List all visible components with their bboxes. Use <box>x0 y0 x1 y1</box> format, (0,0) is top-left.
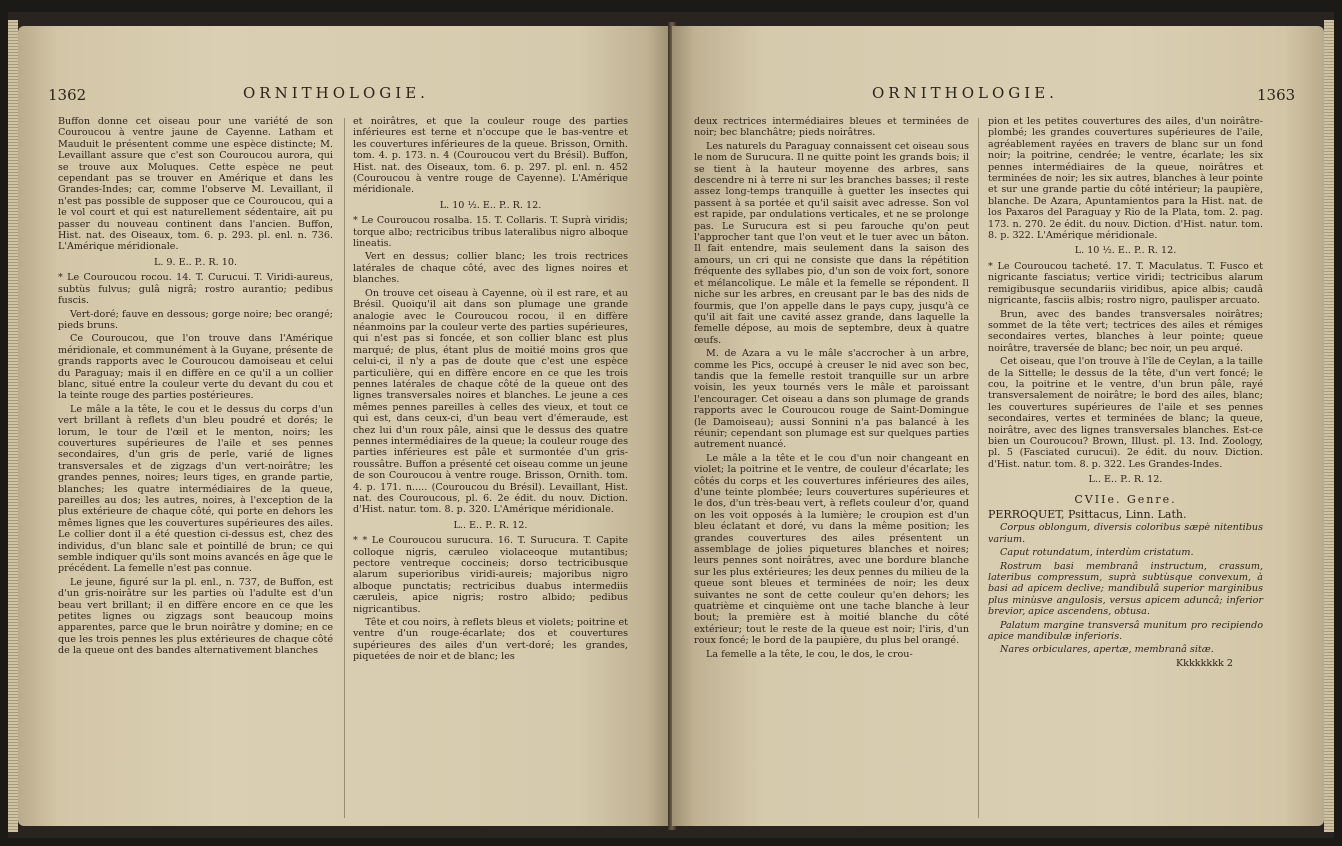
paragraph: Vert-doré; fauve en dessous; gorge noire; bec orangé; pieds bruns. <box>58 308 333 331</box>
measurement-line: L.. E.. P.. R. 12. <box>1088 474 1163 486</box>
latin-description: Corpus oblongum, diversis coloribus sæpè nitentibus varium. <box>988 522 1263 545</box>
latin-description: Caput rotundatum, interdùm cristatum. <box>1000 547 1194 559</box>
right-column-1 <box>694 116 969 662</box>
paragraph: Tête et cou noirs, à reflets bleus et violets; poitrine et ventre d'un rouge-écarlate; dos et couvertures supérieures des ailes d'un vert-doré; les grandes, piquetées de noir et de blanc; les <box>353 617 628 663</box>
latin-description: Palatum margine transversâ munitum pro recipiendo apice mandibulæ inferioris. <box>988 619 1263 643</box>
species-entry: * Le Couroucou tacheté. 17. T. Maculatus. T. Fusco et nigricante fasciatus; vertice viridi; tectricibus alarum remigibusque secundariis viridibus, apice albis; caudâ nigricante, fasciis albis; rostro nigro, paulisper arcuato. <box>988 260 1263 307</box>
measurement-line: L. 9. E.. P.. R. 10. <box>153 256 238 268</box>
paragraph: Le mâle a la tête, le cou et le dessus du corps d'un vert brillant à reflets d'un bleu poudré et dorés; le lorum, le tour de l'œil et le menton, noirs; les couvertures supérieures de l'aile et ses pennes secondaires, d'un gris de perle, varié de lignes transversales et de zigzags d'un vert-noirâtre; les grandes pennes, noires; leurs tiges, en grande partie, blanches; les quatre intermédiaires de la queue, pareilles au dos; les autres, noires, à l'exception de la plus extérieure de chaque côté, qui porte en dehors les mêmes lignes que les couvertures supérieures des ailes. Le collier dont il a été question ci-dessus est, chez des individus, d'un blanc sale et pointillé de brun; ce qui semble indiquer qu'ils sont moins avancés en âge que le précédent. La femelle n'est pas connue. <box>58 403 333 575</box>
paragraph: On trouve cet oiseau à Cayenne, où il est rare, et au Brésil. Quoiqu'il ait dans son plumage une grande analogie avec le Couroucou rocou, il en diffère néanmoins par la couleur verte des parties supérieures, qui n'est pas si foncée, et son collier blanc est plus marqué; de plus, étant plus de moitié moins gros que celui-ci, il n'y a pas de doute que c'est une espèce particulière, qui en diffère encore en ce que les trois pennes latérales de chaque côté de la queue ont des lignes transversales noires et blanches. Le jeune a ces mêmes pennes pareilles à celles des vieux, et tout ce qui est, dans ceux-ci, d'un beau vert d'émeraude, est chez lui d'un roux pâle, ainsi que le dessus des quatre pennes intermédiaires de la queue; la couleur rouge des parties inférieures est pâle et surmontée d'un gris-roussâtre. Buffon a présenté cet oiseau comme un jeune de son Couroucou à ventre rouge. Brisson, Ornith. tom. 4. p. 171. n..... (Couroucou du Brésil). Levaillant, Hist. nat. des Couroucous, pl. 6. 2e édit. du nouv. Diction. d'Hist. natur. tom. 8. p. 320. L'Amérique méridionale. <box>353 287 628 516</box>
paragraph: pion et les petites couvertures des ailes, d'un noirâtre-plombé; les grandes couvertures supérieures de l'aile, agréablement rayées en travers de blanc sur un fond noir; la poitrine, cendrée; le ventre, écarlate; les six pennes intermédiaires de la queue, noirâtres et terminées de noir; les six autres, blanches à leur pointe et sur une grande partie du côté intérieur; la paupière, blanche. De Azara, Apuntamientos para la Hist. nat. de los Paxaros del Paraguay y Rio de la Plata, tom. 2. pag. 173. n. 270. 2e édit. du nouv. Diction. d'Hist. natur. tom. 8. p. 322. L'Amérique méridionale. <box>988 116 1263 242</box>
open-book <box>8 12 1334 838</box>
paragraph: Buffon donne cet oiseau pour une variété de son Couroucou à ventre jaune de Cayenne. Latham et Mauduit le présentent comme une espèce distincte; M. Levaillant assure que c'est son Couroucou aurora, qui se trouve aux Moluques. Cette espèce ne peut cependant pas se trouver en Amérique et dans les Grandes-Indes; car, comme l'observe M. Levaillant, il n'est pas possible de supposer que ce Couroucou, qui a le vol court et qui est naturellement sédentaire, ait pu passer du nouveau continent dans l'ancien. Buffon, Hist. nat. des Oiseaux, tom. 6. p. 293. pl. enl. n. 736. L'Amérique méridionale. <box>58 116 333 253</box>
paragraph: et noirâtres, et que la couleur rouge des parties inférieures est terne et n'occupe que le bas-ventre et les couvertures inférieures de la queue. Brisson, Ornith. tom. 4. p. 173. n. 4 (Couroucou vert du Brésil). Buffon, Hist. nat. des Oiseaux, tom. 6. p. 297. pl. enl. n. 452 (Couroucou à ventre rouge de Cayenne). L'Amérique méridionale. <box>353 116 628 196</box>
left-column-2 <box>353 116 628 665</box>
column-rule <box>978 118 979 818</box>
left-page <box>18 26 670 826</box>
latin-description: Rostrum basi membranâ instructum, crassum, lateribus compressum, suprà subtùsque convexum, à basi ad apicem declive; mandibulâ superior marginibus plus minùsve angulosis, versus apicem aduncâ; inferior brevior, apice ascendens, obtusa. <box>988 560 1263 618</box>
right-page-number: 1363 <box>1257 86 1296 104</box>
paragraph: Le jeune, figuré sur la pl. enl., n. 737, de Buffon, est d'un gris-noirâtre sur les parties où l'adulte est d'un beau vert brillant; il en diffère encore en ce que les petites lignes ou zigzags sont beaucoup moins apparentes, parce que le brun noirâtre y domine; en ce que les trois pennes les plus extérieures de chaque côté de la queue ont des bandes alternativement blanches <box>58 576 333 657</box>
paragraph: La femelle a la tête, le cou, le dos, le crou- <box>706 648 913 660</box>
left-running-header: ORNITHOLOGIE. <box>243 84 429 102</box>
column-rule <box>344 118 345 818</box>
page-edge-left <box>8 20 18 832</box>
left-column-1 <box>58 116 333 659</box>
paragraph: Le mâle a la tête et le cou d'un noir changeant en violet; la poitrine et le ventre, de couleur d'écarlate; les côtés du corps et les couvertures inférieures des ailes, d'une teinte plombée; leurs couvertures supérieures et le dos, d'un très-beau vert, à reflets couleur d'or, quand on les voit opposés à la lumière; le croupion est d'un bleu éclatant et doré, vu dans la même position; les grandes couvertures des ailes présentent un assemblage de jolies piquetures blanches et noires; leurs pennes sont noirâtres, avec une bordure blanche sur les plus extérieures; les deux pennes du milieu de la queue sont bleues et terminées de noir; les deux suivantes ne sont de cette couleur qu'en dehors; les quatrième et cinquième ont une tache blanche à leur bout; la première est à moitié blanche du côté extérieur; tout le reste de la queue est noir; l'iris, d'un roux foncé; le bord de la paupière, du plus bel orangé. <box>694 452 969 647</box>
genus-name: PERROQUET, Psittacus, Linn. Lath. <box>988 508 1187 521</box>
genus-title: CVIIe. Genre. <box>1074 492 1177 506</box>
printer-signature: Kkkkkkkk 2 <box>1175 657 1233 669</box>
measurement-line: L. 10 ½. E.. P.. R. 12. <box>1074 245 1177 257</box>
right-page <box>672 26 1324 826</box>
measurement-line: L.. E.. P.. R. 12. <box>453 519 528 531</box>
paragraph: M. de Azara a vu le mâle s'accrocher à un arbre, comme les Pics, occupé à creuser le nid avec son bec, tandis que la femelle restoit tranquille sur un arbre voisin, les yeux tournés vers le mâle et paroissant l'encourager. Cet oiseau a dans son plumage de grands rapports avec le Couroucou rouge de Saint-Domingue (le Damoiseau); aussi Sonnini n'a pas balancé à les réunir; cependant son plumage est sur quelques parties autrement nuancé. <box>694 348 969 451</box>
paragraph: deux rectrices intermédiaires bleues et terminées de noir; bec blanchâtre; pieds noirâtres. <box>694 116 969 139</box>
paragraph: Vert en dessus; collier blanc; les trois rectrices latérales de chaque côté, avec des lignes noires et blanches. <box>353 251 628 286</box>
page-edge-right <box>1324 20 1334 832</box>
paragraph: Brun, avec des bandes transversales noirâtres; sommet de la tête vert; tectrices des ailes et rémiges secondaires vertes, blanches à leur pointe; queue noirâtre, traversée de blanc; bec noir, un peu arqué. <box>988 308 1263 354</box>
paragraph: Les naturels du Paraguay connaissent cet oiseau sous le nom de Surucura. Il ne quitte point les grands bois; il se tient à la hauteur moyenne des arbres, sans descendre ni à terre ni sur les branches basses; il reste assez long-temps tranquille à guetter les insectes qui passent à sa portée et qu'il saisit avec adresse. Son vol est rapide, par ondulations verticales, et ne se prolonge pas. Le Surucura est si peu farouche qu'on peut l'approcher tant que l'on veut et le tuer avec un bâton. Il fait entendre, mais seulement dans la saison des amours, un cri qui ne consiste que dans la répétition fréquente des syllabes pio, d'un son de voix fort, sonore et mélancolique. Le mâle et la femelle se répondent. Il niche sur les arbres, en creusant par le bas des nids de fourmis, que l'on appelle dans le pays cupy, jusqu'à ce qu'il ait fait une cavité assez grande, dans laquelle la femelle dépose, au mois de septembre, deux à quatre œufs. <box>694 140 969 346</box>
species-entry: * Le Couroucou rocou. 14. T. Curucui. T. Viridi-aureus, subtùs fulvus; gulâ nigrâ; rostro aurantio; pedibus fuscis. <box>58 272 333 307</box>
paragraph: Ce Couroucou, que l'on trouve dans l'Amérique méridionale, et communément à la Guyane, présente de grands rapports avec le Couroucou damoiseau et celui du Paraguay; mais il en diffère en ce qu'il a un collier blanc, situé entre la couleur verte du devant du cou et la teinte rouge des parties postérieures. <box>58 333 333 402</box>
paragraph: Cet oiseau, que l'on trouve à l'île de Ceylan, a la taille de la Sittelle; le dessus de la tête, d'un vert foncé; le cou, la poitrine et le ventre, d'un brun pâle, rayé transversalement de noirâtre; le bord des ailes, blanc; les couvertures supérieures de l'aile et ses pennes secondaires, vertes et terminées de blanc; la queue, noirâtre, avec des lignes transversales blanches. Est-ce bien un Couroucou? Brown, Illust. pl. 13. Ind. Zoology, pl. 5 (Fasciated curucui). 2e édit. du nouv. Diction. d'Hist. natur. tom. 8. p. 322. Les Grandes-Indes. <box>988 356 1263 470</box>
species-entry: * * Le Couroucou surucura. 16. T. Surucura. T. Capite colloque nigris, cæruleo violaceoque mutantibus; pectore ventreque coccineis; dorso tectricibusque alarum superioribus viridi-aureis; majoribus nigro alboque punctatis; rectricibus duabus intermediis cæruleis, apice nigris; rostro albido; pedibus nigricantibus. <box>353 535 628 615</box>
species-entry: * Le Couroucou rosalba. 15. T. Collaris. T. Suprà viridis; torque albo; rectricibus tribus lateralibus nigro alboque lineatis. <box>353 215 628 250</box>
latin-description: Nares orbiculares, apertæ, membranâ sitæ. <box>1000 644 1214 656</box>
right-running-header: ORNITHOLOGIE. <box>872 84 1058 102</box>
left-page-number: 1362 <box>48 86 87 104</box>
measurement-line: L. 10 ½. E.. P.. R. 12. <box>439 199 542 211</box>
right-column-2 <box>988 116 1263 671</box>
